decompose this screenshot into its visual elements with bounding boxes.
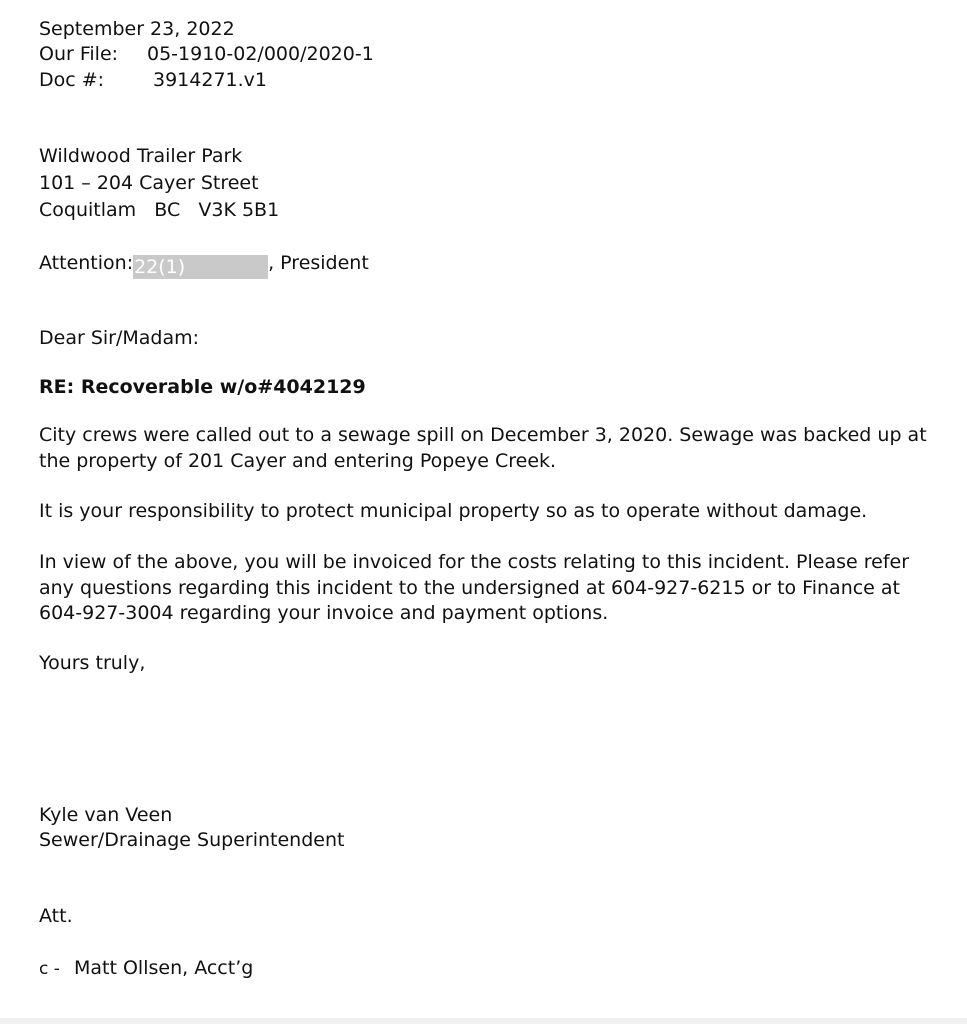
body-paragraph-2: It is your responsibility to protect municipal property so as to operate without damage.	[39, 500, 868, 522]
page-bottom-edge	[0, 1018, 967, 1024]
doc-number: 3914271.v1	[153, 69, 267, 91]
cc-recipient: Matt Ollsen, Acct’g	[74, 957, 254, 979]
signatory-name: Kyle van Veen	[39, 804, 173, 826]
salutation: Dear Sir/Madam:	[39, 327, 200, 349]
redaction-box: 22(1)	[133, 255, 268, 279]
attachment-note: Att.	[39, 905, 73, 927]
signatory-title: Sewer/Drainage Superintendent	[39, 829, 345, 851]
cc-line	[39, 956, 253, 982]
doc-label: Doc #:	[39, 69, 105, 91]
subject-line: RE: Recoverable w/o#4042129	[39, 376, 366, 398]
attention-title: , President	[268, 252, 369, 274]
document-reference	[39, 68, 267, 93]
file-reference	[39, 42, 374, 67]
letter-date: September 23, 2022	[39, 18, 235, 40]
attention-label: Attention:	[39, 252, 134, 274]
closing: Yours truly,	[39, 652, 146, 674]
file-label: Our File:	[39, 43, 119, 65]
recipient-street: 101 – 204 Cayer Street	[39, 172, 259, 194]
body-paragraph-3: In view of the above, you will be invoiced for the costs relating to this incident. Please refer any questions regarding this incident to the undersigned at 604-927-6215 or to Finance at 604-927-3004 regarding your invoice and payment options.	[39, 551, 910, 624]
recipient-name: Wildwood Trailer Park	[39, 145, 243, 167]
file-number: 05-1910-02/000/2020-1	[147, 43, 374, 65]
attention-line	[39, 251, 369, 279]
body-paragraph-1: City crews were called out to a sewage spill on December 3, 2020. Sewage was backed up at the property of 201 Cayer and entering Popeye Creek.	[39, 424, 927, 472]
cc-prefix: c -	[39, 959, 60, 979]
recipient-city: Coquitlam BC V3K 5B1	[39, 199, 280, 221]
